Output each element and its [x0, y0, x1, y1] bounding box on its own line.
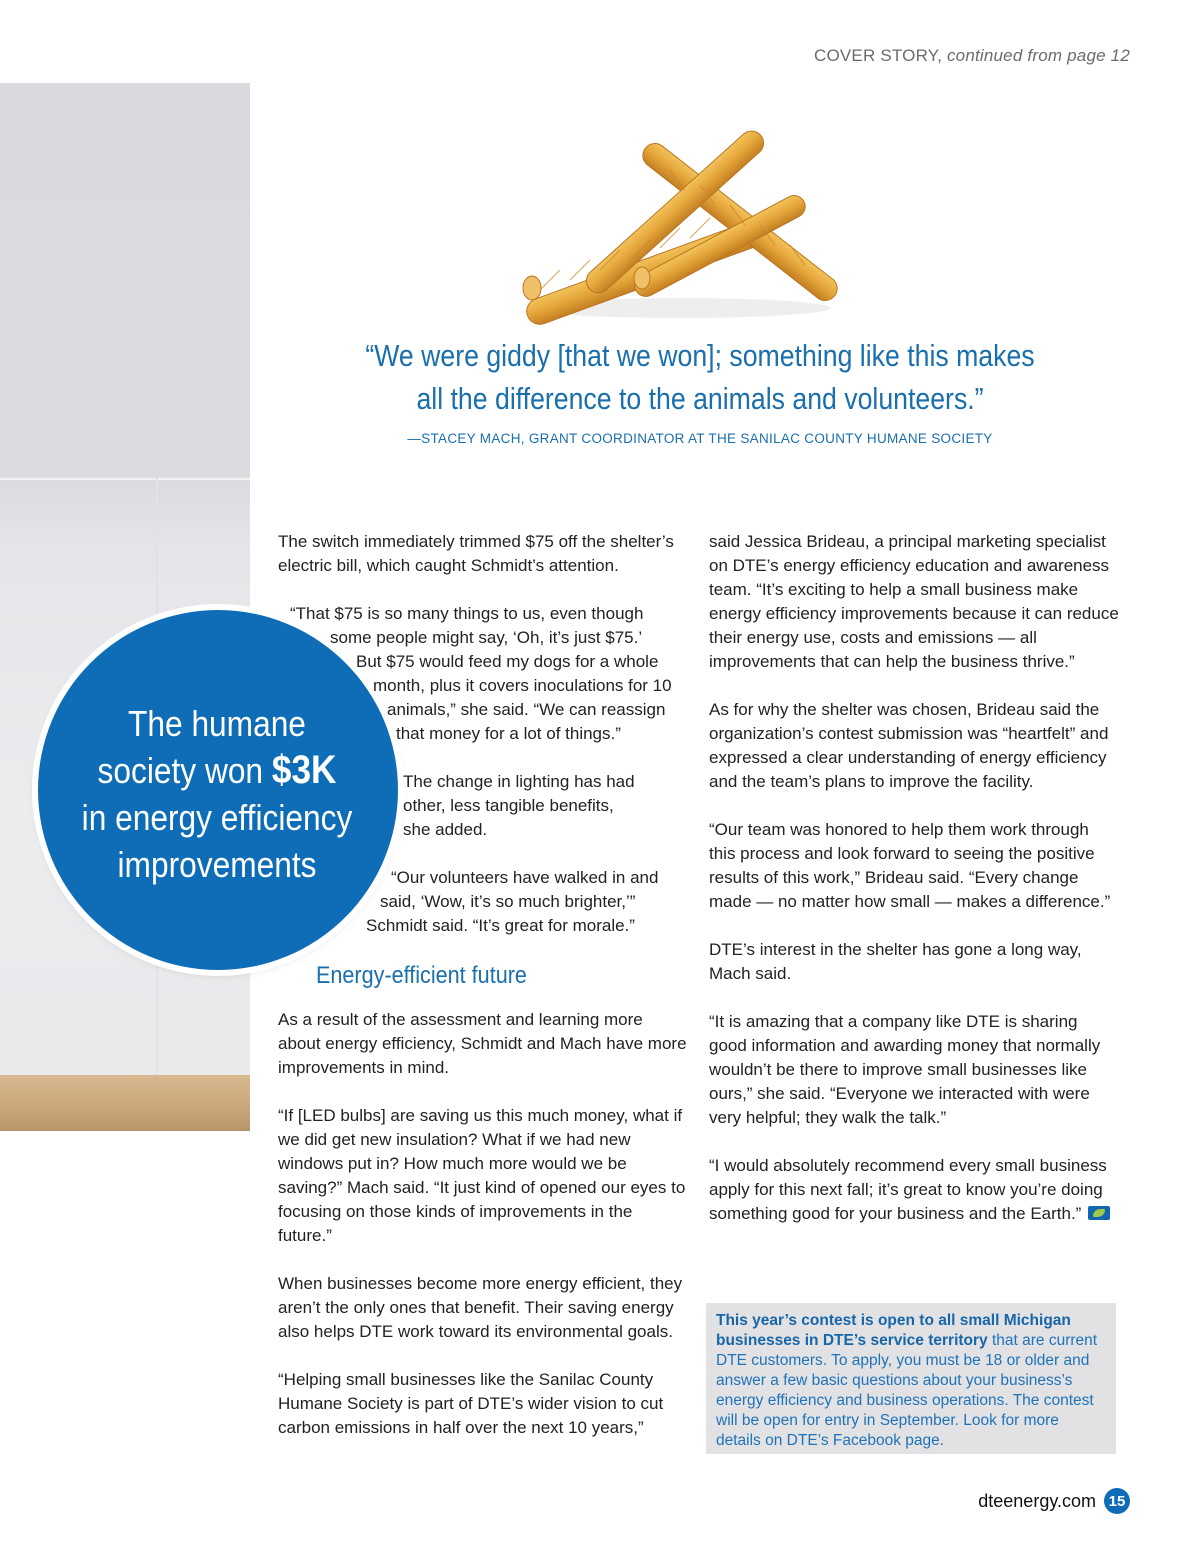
wooden-shelf	[0, 1075, 250, 1131]
pull-quote-line-2: all the difference to the animals and volunteers.”	[416, 381, 984, 416]
paragraph: “Helping small businesses like the Sanilac County Humane Society is part of DTE’s wider vision to cut carbon emissions in half over the next 10 years,”	[278, 1370, 664, 1437]
pull-quote	[356, 334, 1044, 420]
dog-treats-image	[500, 130, 860, 330]
contest-info-text: that are current DTE customers. To apply, you must be 18 or older and answer a few basic questions about your business’s energy efficiency and business operations. The contest will be open for entry in September. Look for more details on DTE’s Facebook page.	[716, 1332, 1098, 1449]
page-header	[814, 46, 1130, 66]
paragraph: As a result of the assessment and learning more about energy efficiency, Schmidt and Mach have more improvements in mind.	[278, 1010, 687, 1077]
article-left-column-bottom	[278, 1008, 688, 1464]
final-paragraph: “I would absolutely recommend every small business apply for this next fall; it’s great to know you’re doing something good for your business and the Earth.”	[709, 1154, 1119, 1226]
article-right-column	[709, 530, 1119, 1250]
page-footer	[978, 1488, 1130, 1514]
paragraph: “If [LED bulbs] are saving us this much money, what if we did get new insulation? What if we had new windows put in? How much more would we be saving?” Mach said. “It just kind of opened our eyes to focusing on those kinds of improvements in the future.”	[278, 1106, 686, 1245]
quote-paragraph-3: “Our volunteers have walked in and said, ‘Wow, it’s so much brighter,’” Schmidt said. “It’s great for morale.”	[366, 868, 659, 935]
paragraph: When businesses become more energy efficient, they aren’t the only ones that benefit. Their saving energy also helps DTE work toward its environmental goals.	[278, 1274, 683, 1341]
contest-info-box	[706, 1303, 1116, 1454]
paragraph: “It is amazing that a company like DTE is sharing good information and awarding money that normally wouldn’t be there to improve small businesses like ours,” she said. “Everyone we interacted with were very helpful; they walk the talk.”	[709, 1012, 1101, 1127]
article-left-column-top	[278, 530, 688, 938]
paragraph: As for why the shelter was chosen, Brideau said the organization’s contest submission was “heartfelt” and expressed a clear understanding of energy efficiency and the team’s plans to improve the facility.	[709, 700, 1109, 791]
award-amount: $3K	[271, 748, 337, 792]
pull-quote-attribution: —STACEY MACH, GRANT COORDINATOR AT THE SANILAC COUNTY HUMANE SOCIETY	[407, 431, 993, 446]
quote-paragraph-2: The change in lighting has had other, less tangible benefits, she added.	[403, 772, 635, 839]
pull-quote-line-1: “We were giddy [that we won]; something like this makes	[365, 338, 1035, 373]
section-subhead: Energy-efficient future	[316, 962, 527, 989]
paragraph: “Our team was honored to help them work through this process and look forward to seeing the positive results of this work,” Brideau said. “Every change made — no matter how small — makes a difference.”	[709, 820, 1111, 911]
paragraph: DTE’s interest in the shelter has gone a long way, Mach said.	[709, 940, 1082, 983]
shelter-photo-panel	[0, 83, 250, 1131]
stat-callout-text: The humane society won $3K in energy efficiency improvements	[81, 703, 353, 885]
continued-label: continued from page 12	[946, 46, 1130, 65]
page-number-badge: 15	[1104, 1488, 1130, 1514]
quote-paragraph-1: “That $75 is so many things to us, even though some people might say, ‘Oh, it’s just $75.’ But $75 would feed my dogs for a whole month, plus it covers inoculations for 10 animals,” she said. “We can reassign that money for a lot of things.”	[290, 604, 672, 743]
contest-info-bold: This year’s contest is open to all small Michigan businesses in DTE’s service territory	[716, 1312, 1071, 1349]
leaf-icon	[1088, 1206, 1110, 1220]
website-link[interactable]: dteenergy.com	[978, 1490, 1096, 1511]
paragraph: said Jessica Brideau, a principal marketing specialist on DTE’s energy efficiency education and awareness team. “It’s exciting to help a small business make energy efficiency improvements because it can reduce their energy use, costs and emissions — all improvements that can help the business thrive.”	[709, 532, 1119, 671]
section-label: COVER STORY,	[813, 46, 943, 65]
paragraph: The switch immediately trimmed $75 off the shelter’s electric bill, which caught Schmidt’s attention.	[278, 532, 674, 575]
